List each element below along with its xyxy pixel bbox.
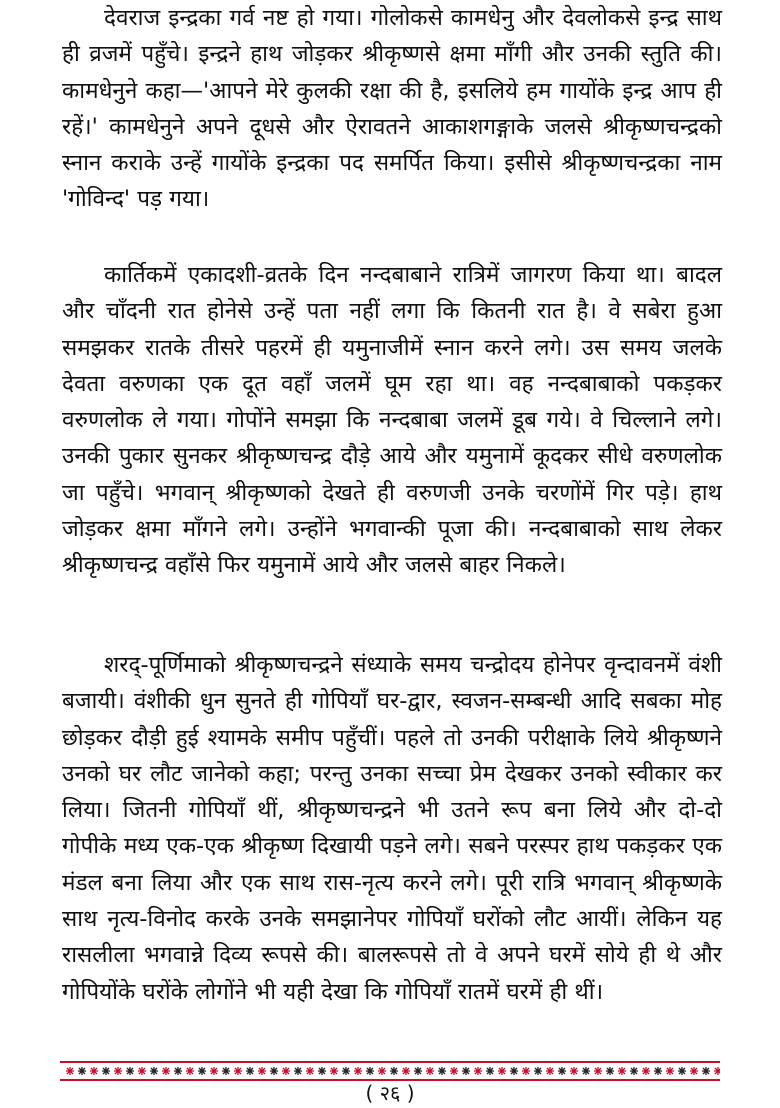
- border-motif-icon: [126, 1067, 134, 1075]
- border-motif-icon: [390, 1067, 398, 1075]
- border-motif-icon: [78, 1067, 86, 1075]
- border-motif-icon: [426, 1067, 434, 1075]
- border-motif-icon: [666, 1067, 674, 1075]
- paragraph-raslila: शरद्-पूर्णिमाको श्रीकृष्णचन्द्रने संध्याके समय चन्द्रोदय होनेपर वृन्दावनमें वंशी बजायी। वंशीकी धुन सुनते ही गोपियाँ घर-द्वार, स्वजन-सम्बन्धी आदि सबका मोह छोड़कर दौड़ी हुई श्यामके समीप पहुँचीं। पहले तो उनकी परीक्षाके लिये श्रीकृष्णने उनको घर लौट जानेको कहा; परन्तु उनका सच्चा प्रेम देखकर उनको स्वीकार कर लिया। जितनी गोपियाँ थीं, श्रीकृष्णचन्द्रने भी उतने रूप बना लिये और दो-दो गोपीके मध्य एक-एक श्रीकृष्ण दिखायी पड़ने लगे। सबने परस्पर हाथ पकड़कर एक मंडल बना लिया और एक साथ रास-नृत्य करने लगे। पूरी रात्रि भगवान् श्रीकृष्णके साथ नृत्य-विनोद करके उनके समझानेपर गोपियाँ घरोंको लौट आयीं। लेकिन यह रासलीला भगवान्ने दिव्य रूपसे की। बालरूपसे तो वे अपने घरमें सोये ही थे और गोपियोंके घरोंके लोगोंने भी यही देखा कि गोपियाँ रातमें घरमें ही थीं।: [62, 652, 722, 1005]
- border-motif-icon: [114, 1067, 122, 1075]
- border-motif-icon: [678, 1067, 686, 1075]
- border-motif-icon: [198, 1067, 206, 1075]
- border-motif-icon: [366, 1067, 374, 1075]
- border-motif-icon: [90, 1067, 98, 1075]
- border-motif-icon: [138, 1067, 146, 1075]
- border-motif-icon: [150, 1067, 158, 1075]
- border-motif-icon: [498, 1067, 506, 1075]
- border-motif-icon: [414, 1067, 422, 1075]
- border-motif-icon: [522, 1067, 530, 1075]
- border-motif-icon: [306, 1067, 314, 1075]
- border-motif-icon: [474, 1067, 482, 1075]
- border-motif-icon: [246, 1067, 254, 1075]
- border-motif-icon: [354, 1067, 362, 1075]
- border-motif-icon: [606, 1067, 614, 1075]
- decorative-border: [60, 1060, 720, 1082]
- border-motif-icon: [582, 1067, 590, 1075]
- border-motif-icon: [378, 1067, 386, 1075]
- border-motif-icon: [450, 1067, 458, 1075]
- border-motif-icon: [618, 1067, 626, 1075]
- border-motif-icon: [594, 1067, 602, 1075]
- border-motif-icon: [654, 1067, 662, 1075]
- border-motif-icon: [690, 1067, 698, 1075]
- border-motif-icon: [702, 1067, 710, 1075]
- border-motif-icon: [258, 1067, 266, 1075]
- border-motif-icon: [162, 1067, 170, 1075]
- border-motif-icon: [642, 1067, 650, 1075]
- border-motif-icon: [186, 1067, 194, 1075]
- border-motif-icon: [294, 1067, 302, 1075]
- border-motif-icon: [66, 1067, 74, 1075]
- border-motif-icon: [630, 1067, 638, 1075]
- border-motif-icon: [402, 1067, 410, 1075]
- border-motif-icon: [222, 1067, 230, 1075]
- border-motif-icon: [714, 1067, 720, 1075]
- border-motif-icon: [270, 1067, 278, 1075]
- border-motif-icon: [510, 1067, 518, 1075]
- border-motif-icon: [558, 1067, 566, 1075]
- border-motif-icon: [438, 1067, 446, 1075]
- border-motif-icon: [318, 1067, 326, 1075]
- border-motif-icon: [102, 1067, 110, 1075]
- border-motif-icon: [174, 1067, 182, 1075]
- paragraph-varunlok: कार्तिकमें एकादशी-व्रतके दिन नन्दबाबाने रात्रिमें जागरण किया था। बादल और चाँदनी रात होनेसे उन्हें पता नहीं लगा कि कितनी रात है। वे सबेरा हुआ समझकर रातके तीसरे पहरमें ही यमुनाजीमें स्नान करने लगे। उस समय जलके देवता वरुणका एक दूत वहाँ जलमें घूम रहा था। वह नन्दबाबाको पकड़कर वरुणलोक ले गया। गोपोंने समझा कि नन्दबाबा जलमें डूब गये। वे चिल्लाने लगे। उनकी पुकार सुनकर श्रीकृष्णचन्द्र दौड़े आये और यमुनामें कूदकर सीधे वरुणलोक जा पहुँचे। भगवान् श्रीकृष्णको देखते ही वरुणजी उनके चरणोंमें गिर पड़े। हाथ जोड़कर क्षमा माँगने लगे। उन्होंने भगवान्की पूजा की। नन्दबाबाको साथ लेकर श्रीकृष्णचन्द्र वहाँसे फिर यमुनामें आये और जलसे बाहर निकले।: [62, 262, 722, 579]
- border-motif-icon: [342, 1067, 350, 1075]
- border-motif-icon: [462, 1067, 470, 1075]
- border-motif-icon: [282, 1067, 290, 1075]
- page-number: ( २६ ): [365, 1081, 415, 1105]
- border-motif-icon: [234, 1067, 242, 1075]
- border-motif-icon: [534, 1067, 542, 1075]
- border-motif-icon: [486, 1067, 494, 1075]
- paragraph-govind: देवराज इन्द्रका गर्व नष्ट हो गया। गोलोकसे कामधेनु और देवलोकसे इन्द्र साथ ही व्रजमें पहुँचे। इन्द्रने हाथ जोड़कर श्रीकृष्णसे क्षमा माँगी और उनकी स्तुति की। कामधेनुने कहा—'आपने मेरे कुलकी रक्षा की है, इसलिये हम गायोंके इन्द्र आप ही रहें।' कामधेनुने अपने दूधसे और ऐरावतने आकाशगङ्गाके जलसे श्रीकृष्णचन्द्रको स्नान कराके उन्हें गायोंके इन्द्रका पद समर्पित किया। इसीसे श्रीकृष्णचन्द्रका नाम 'गोविन्द' पड़ गया।: [62, 5, 722, 213]
- border-motif-icon: [546, 1067, 554, 1075]
- border-ornament-icon: [60, 1060, 720, 1082]
- border-motif-icon: [210, 1067, 218, 1075]
- border-motif-icon: [570, 1067, 578, 1075]
- border-motif-icon: [330, 1067, 338, 1075]
